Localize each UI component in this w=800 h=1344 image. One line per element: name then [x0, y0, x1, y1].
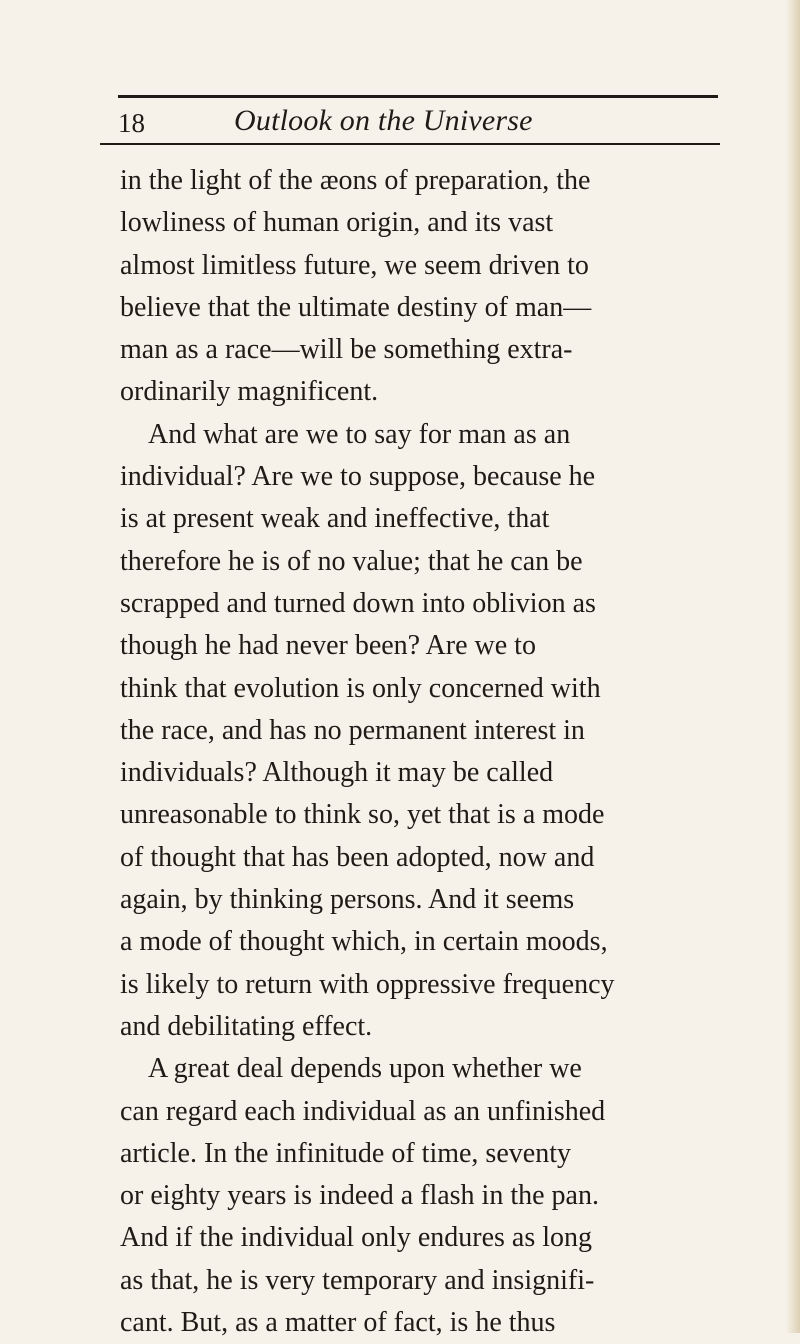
text-line: unreasonable to think so, yet that is a mode: [120, 799, 605, 831]
text-line: or eighty years is indeed a flash in the pan.: [120, 1180, 599, 1212]
text-line: individual? Are we to suppose, because he: [120, 461, 596, 493]
page-edge-shadow: [786, 0, 800, 1333]
text-line: And if the individual only endures as long: [120, 1222, 593, 1254]
text-line: of thought that has been adopted, now and: [120, 841, 595, 873]
text-line-paragraph-start: And what are we to say for man as an: [148, 418, 571, 450]
text-line: scrapped and turned down into oblivion as: [120, 587, 596, 619]
text-line: can regard each individual as an unfinished: [120, 1095, 606, 1127]
text-line: a mode of thought which, in certain moods,: [120, 926, 608, 958]
text-line: believe that the ultimate destiny of man—: [120, 291, 592, 323]
text-line: in the light of the æons of preparation, the: [120, 165, 591, 196]
text-line: think that evolution is only concerned with: [120, 672, 601, 704]
header-rule: [100, 143, 720, 145]
text-line: man as a race—will be something extra-: [120, 334, 573, 366]
running-head: Outlook on the Universe: [234, 104, 533, 137]
text-line: cant. But, as a matter of fact, is he thus: [120, 1307, 556, 1339]
text-line: and debilitating effect.: [120, 1010, 373, 1042]
body-text: [120, 160, 740, 1344]
text-line: is likely to return with oppressive frequency: [120, 968, 615, 1000]
text-line: individuals? Although it may be called: [120, 757, 554, 789]
page-header: [118, 104, 718, 144]
text-line: though he had never been? Are we to: [120, 630, 536, 662]
text-line: ordinarily magnificent.: [120, 376, 379, 408]
text-line: lowliness of human origin, and its vast: [120, 207, 554, 239]
page-number: 18: [118, 108, 145, 138]
text-line: article. In the infinitude of time, seventy: [120, 1137, 571, 1169]
text-line: is at present weak and ineffective, that: [120, 503, 550, 535]
top-rule: [118, 95, 718, 98]
text-line-paragraph-start: A great deal depends upon whether we: [148, 1053, 582, 1085]
text-line: almost limitless future, we seem driven to: [120, 249, 589, 281]
text-line: as that, he is very temporary and insignifi-: [120, 1264, 595, 1296]
text-line: therefore he is of no value; that he can be: [120, 545, 583, 577]
text-line: the race, and has no permanent interest in: [120, 714, 585, 746]
text-line: again, by thinking persons. And it seems: [120, 884, 575, 916]
